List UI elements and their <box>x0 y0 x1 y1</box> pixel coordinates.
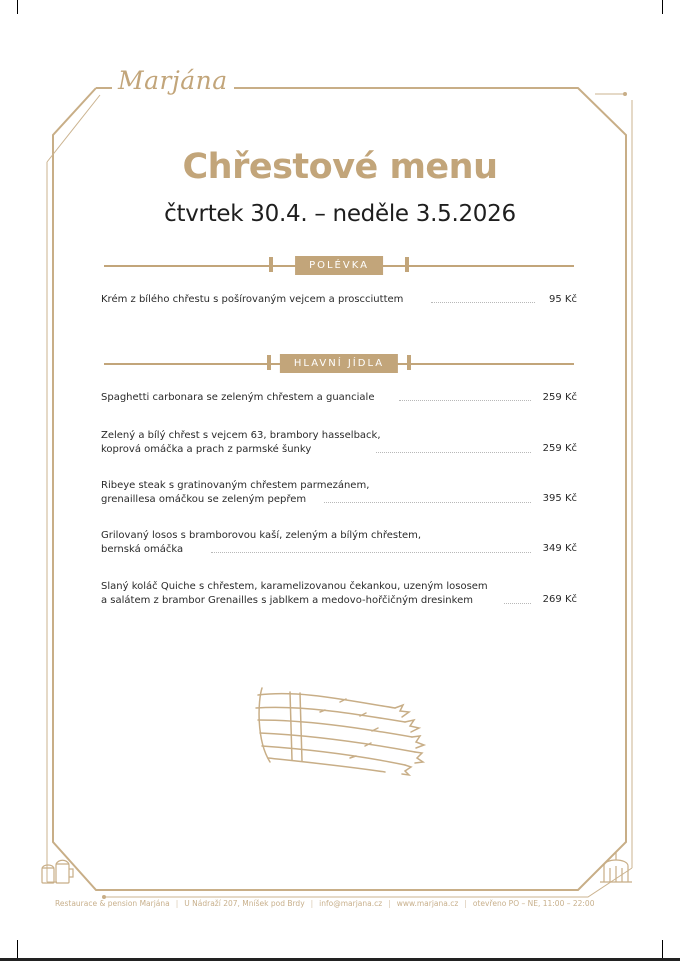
item-description-line: grenaillesa omáčkou se zeleným pepřem <box>101 494 307 505</box>
item-description-line: Slaný koláč Quiche s chřestem, karamelizovanou čekankou, uzeným lososem <box>101 581 488 592</box>
item-description: Spaghetti carbonara se zeleným chřestem a guanciale <box>101 392 375 403</box>
item-price: 259 Kč <box>542 443 577 454</box>
dot-leader <box>399 400 531 401</box>
footer-separator: | <box>310 899 314 908</box>
page-title: Chřestové menu <box>182 147 498 187</box>
item-description-line: Ribeye steak s gratinovaným chřestem parmezánem, <box>101 480 370 491</box>
dot-leader <box>504 603 531 604</box>
item-price: 95 Kč <box>549 294 577 305</box>
item-description-line: bernská omáčka <box>101 544 184 555</box>
item-description-line: koprová omáčka a prach z parmské šunky <box>101 444 312 455</box>
footer-web-link[interactable]: www.marjana.cz <box>396 899 459 908</box>
section-heading-mains <box>104 358 574 370</box>
dot-leader <box>324 502 531 503</box>
menu-item <box>101 293 577 307</box>
footer <box>55 899 625 908</box>
date-range: čtvrtek 30.4. – neděle 3.5.2026 <box>164 201 516 227</box>
item-price: 349 Kč <box>542 543 577 554</box>
dot-leader <box>376 452 531 453</box>
item-description-line: Zelený a bílý chřest s vejcem 63, brambory hasselback, <box>101 430 381 441</box>
footer-address: U Nádraží 207, Mníšek pod Brdy <box>184 899 305 908</box>
item-price: 259 Kč <box>542 392 577 403</box>
section-label: HLAVNÍ JÍDLA <box>280 354 398 373</box>
item-description-line: a salátem z brambor Grenailles s jablkem a medovo-hořčičným dresinkem <box>101 595 473 606</box>
menu-item <box>101 529 577 557</box>
menu-item <box>101 429 577 457</box>
building-icon <box>600 852 632 882</box>
item-description: Krém z bílého chřestu s pošírovaným vejcem a proscciuttem <box>101 294 404 305</box>
asparagus-illustration <box>256 688 424 775</box>
footer-separator: | <box>464 899 467 908</box>
footer-email-link[interactable]: info@marjana.cz <box>319 899 383 908</box>
footer-separator: | <box>388 899 391 908</box>
brand-logo: Marjána <box>112 66 234 95</box>
footer-separator: | <box>175 899 179 908</box>
dot-leader <box>211 552 531 553</box>
section-heading-soup <box>104 260 574 272</box>
footer-hours: otevřeno PO – NE, 11:00 – 22:00 <box>472 899 595 908</box>
footer-name: Restaurace & pension Marjána <box>55 899 170 908</box>
menu-item <box>101 580 577 608</box>
item-price: 395 Kč <box>542 493 577 504</box>
menu-item <box>101 391 577 405</box>
item-price: 269 Kč <box>542 594 577 605</box>
item-description-line: Grilovaný losos s bramborovou kaší, zeleným a bílým chřestem, <box>101 530 422 541</box>
section-label: POLÉVKA <box>295 256 383 275</box>
menu-item <box>101 479 577 507</box>
dot-leader <box>431 302 535 303</box>
